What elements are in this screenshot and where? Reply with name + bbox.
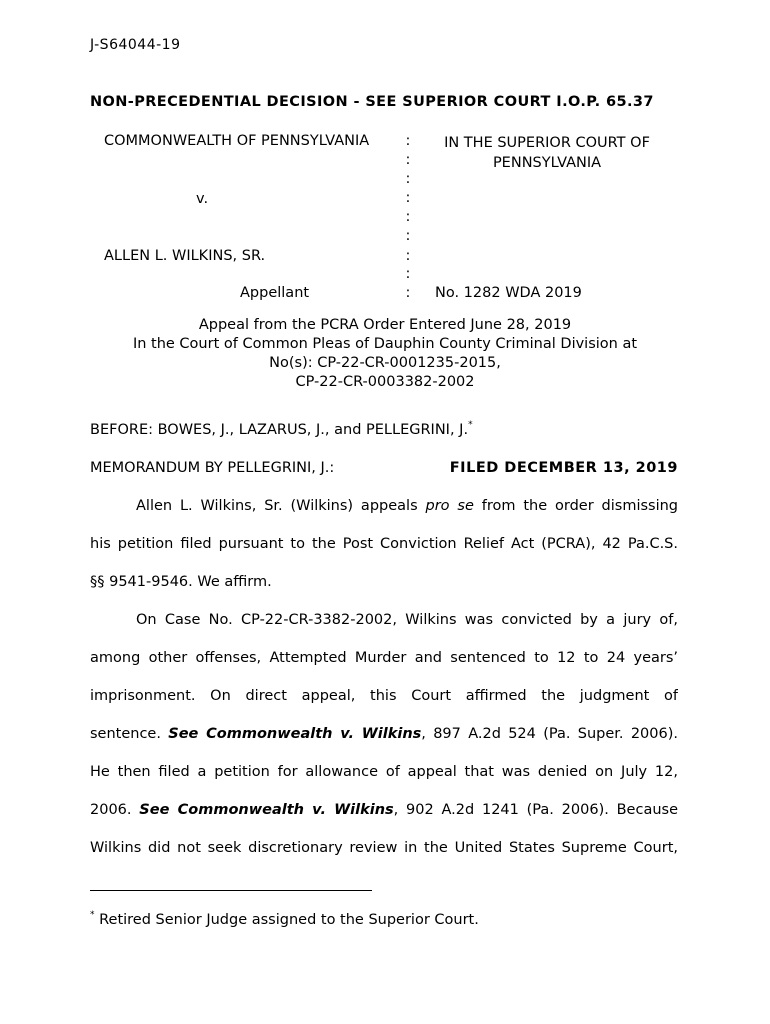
body-line: imprisonment. On direct appeal, this Court affirmed the judgment of [90,688,678,704]
caption-party-appellant: ALLEN L. WILKINS, SR. [104,248,266,264]
caption-colon: : [405,228,411,244]
footnote-marker: * [90,910,95,920]
case-number: No. 1282 WDA 2019 [435,285,582,301]
body-line: §§ 9541-9546. We affirm. [90,574,272,590]
court-line-1: IN THE SUPERIOR COURT OF [444,135,650,151]
caption-colon: : [405,152,411,168]
appeal-line: In the Court of Common Pleas of Dauphin County Criminal Division at [132,336,638,352]
appeal-block [80,316,690,392]
appeal-line: No(s): CP-22-CR-0001235-2015, [269,355,501,371]
body-line: his petition filed pursuant to the Post Conviction Relief Act (PCRA), 42 Pa.C.S. [90,536,678,552]
footnote-reference: * [468,420,473,430]
caption-appellant-role: Appellant [240,285,310,301]
body-line: Allen L. Wilkins, Sr. (Wilkins) appeals pro se from the order dismissing [136,498,678,514]
footnote [90,912,479,928]
appeal-line: CP-22-CR-0003382-2002 [295,374,475,390]
body-line: 2006. See Commonwealth v. Wilkins, 902 A.2d 1241 (Pa. 2006). Because [90,802,678,818]
body-line: sentence. See Commonwealth v. Wilkins, 897 A.2d 524 (Pa. Super. 2006). [90,726,678,742]
pro-se-term: pro se [425,498,474,514]
memorandum-author: MEMORANDUM BY PELLEGRINI, J.: [90,460,335,476]
caption-colon: : [405,190,411,206]
docket-number: J-S64044-19 [90,37,181,53]
body-line: among other offenses, Attempted Murder and sentenced to 12 to 24 years’ [90,650,678,666]
case-citation: See Commonwealth v. Wilkins [139,802,394,818]
body-line: He then filed a petition for allowance of appeal that was denied on July 12, [90,764,678,780]
caption-colon: : [405,133,411,149]
caption-court [432,133,662,173]
filed-date: FILED DECEMBER 13, 2019 [449,460,678,476]
caption-versus: v. [196,191,209,207]
caption-party-commonwealth: COMMONWEALTH OF PENNSYLVANIA [104,133,370,149]
body-line: Wilkins did not seek discretionary review in the United States Supreme Court, [90,840,678,856]
caption-colon: : [405,171,411,187]
caption-colon: : [405,248,411,264]
caption-colon: : [405,266,411,282]
body-line: On Case No. CP-22-CR-3382-2002, Wilkins was convicted by a jury of, [136,612,678,628]
footnote-divider [90,890,372,891]
court-line-2: PENNSYLVANIA [492,155,602,171]
nonprecedential-heading: NON-PRECEDENTIAL DECISION - SEE SUPERIOR COURT I.O.P. 65.37 [90,94,654,110]
footnote-text: Retired Senior Judge assigned to the Superior Court. [99,912,479,928]
caption-colon: : [405,209,411,225]
appeal-line: Appeal from the PCRA Order Entered June 28, 2019 [198,317,572,333]
case-citation: See Commonwealth v. Wilkins [168,726,422,742]
before-text: BEFORE: BOWES, J., LAZARUS, J., and PELLEGRINI, J. [90,422,469,438]
caption-colon: : [405,285,411,301]
before-panel [90,422,473,438]
